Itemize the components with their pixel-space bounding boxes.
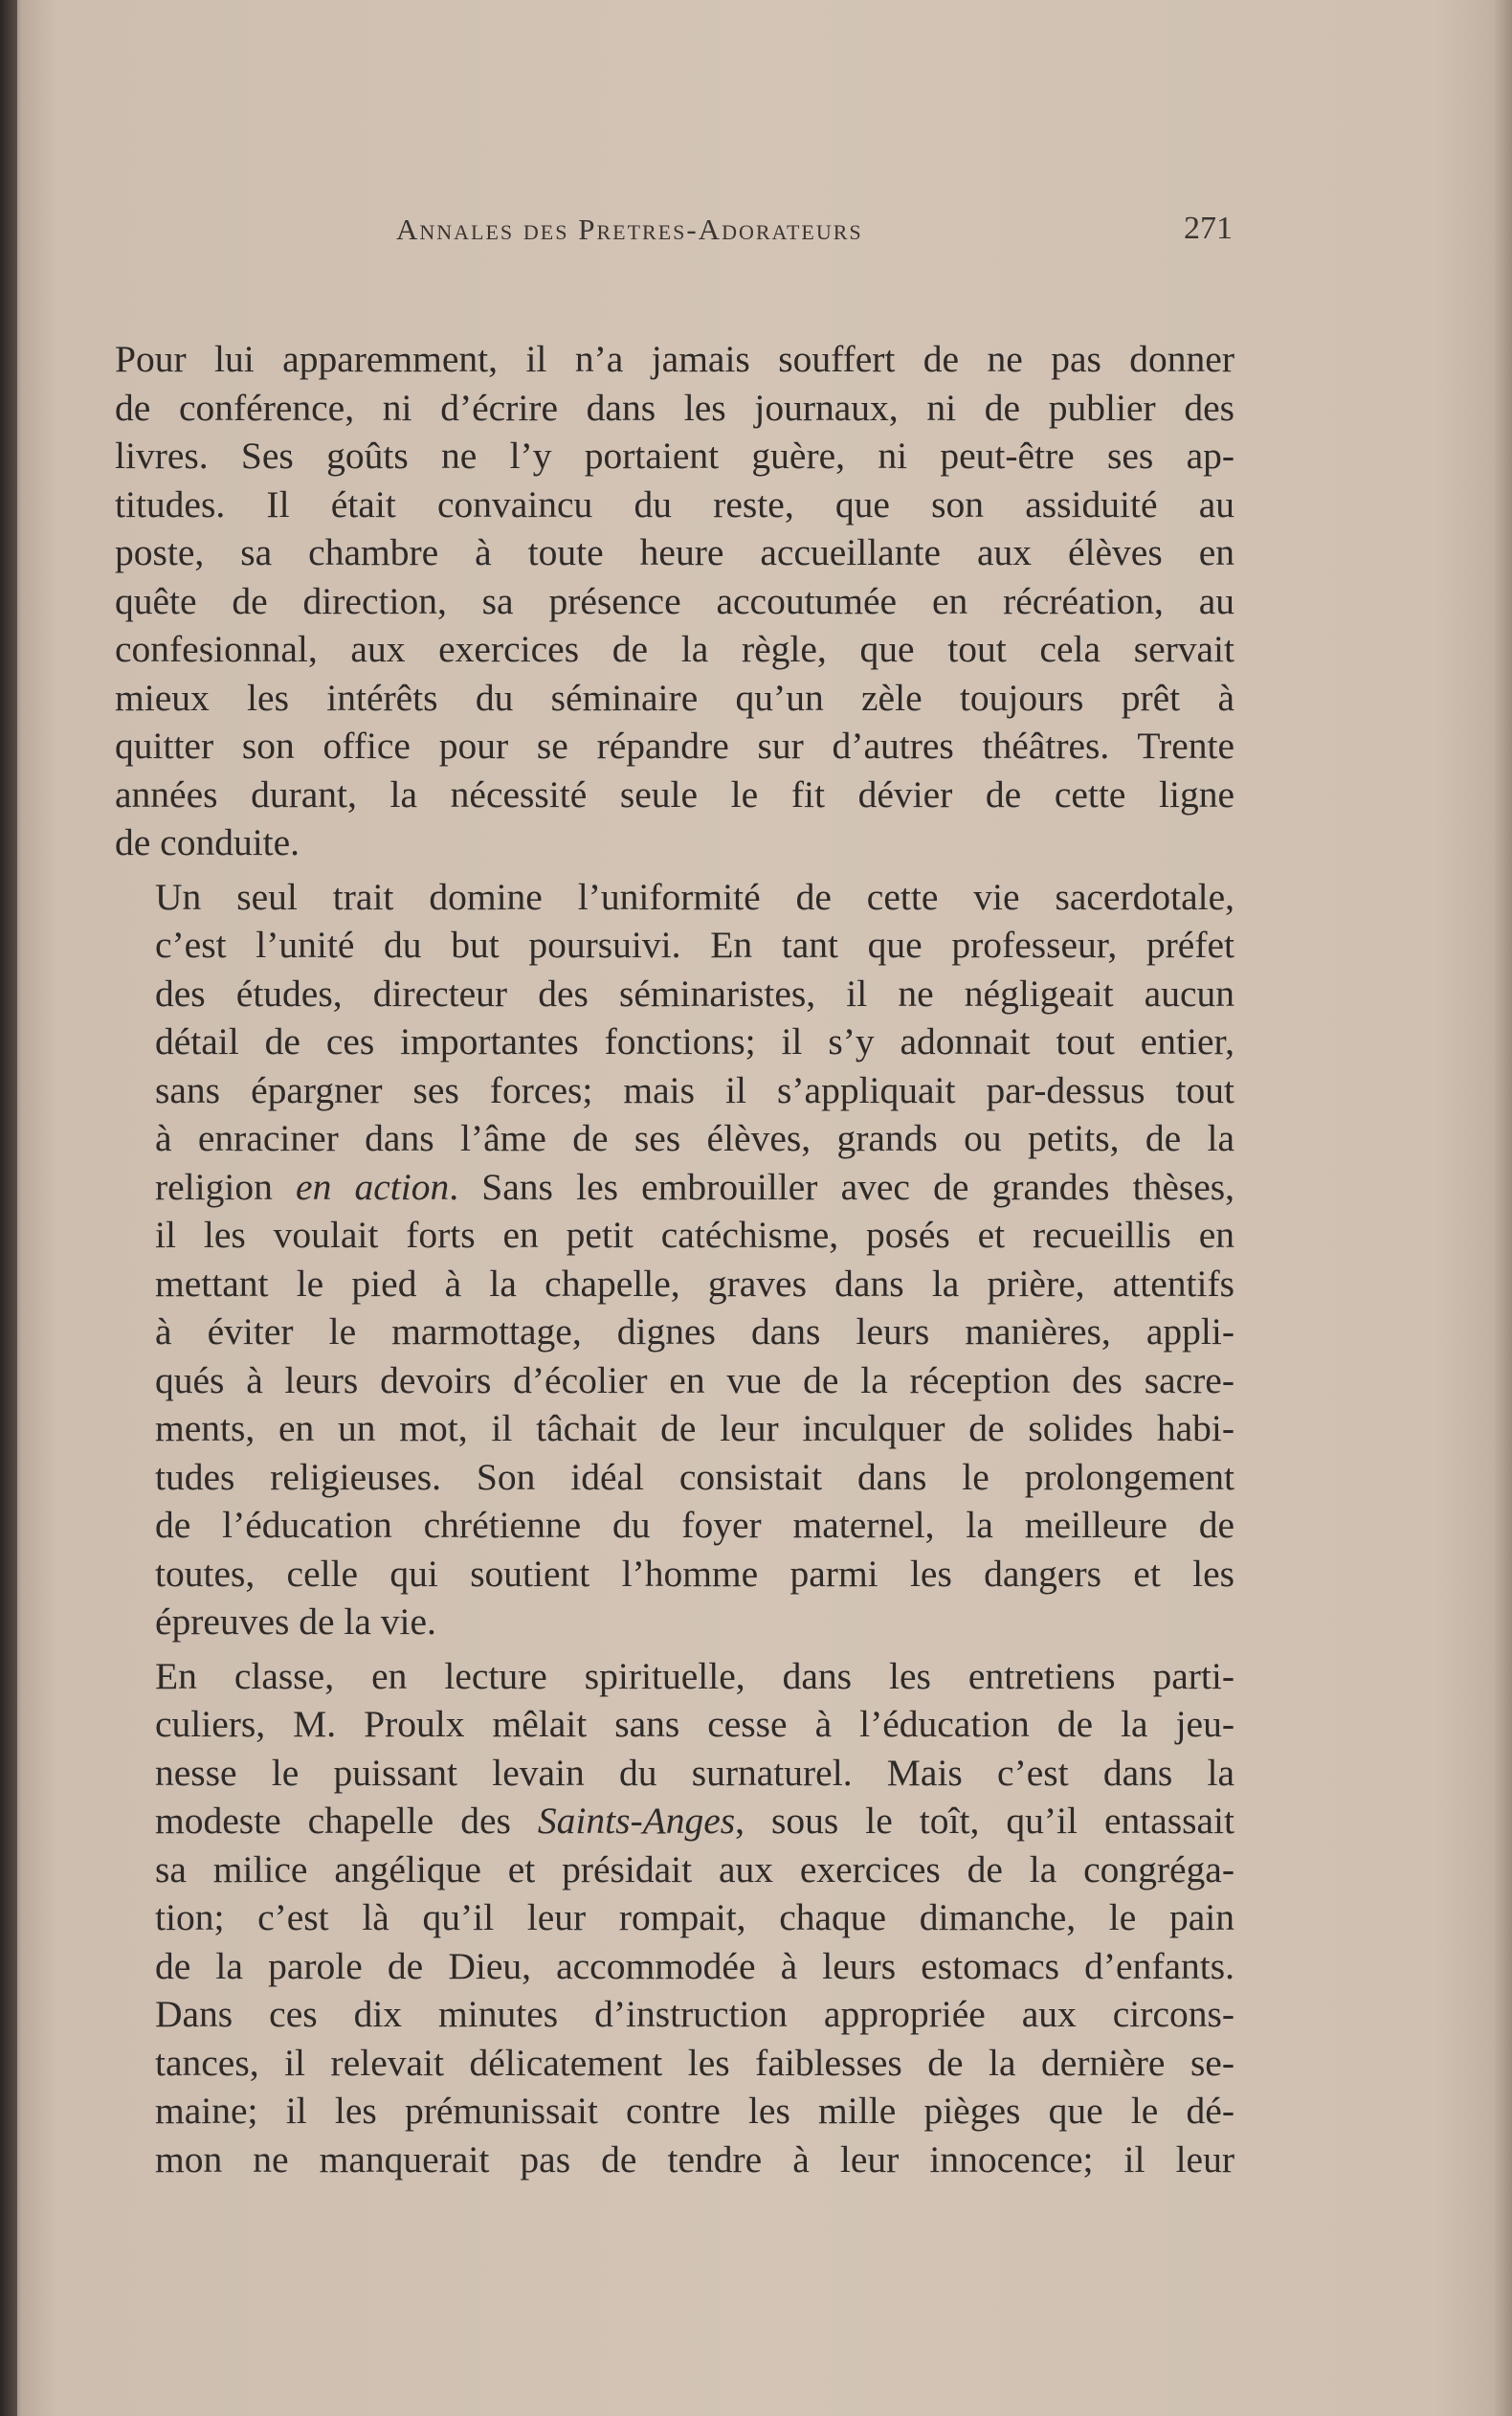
- text-line: Dans ces dix minutes d’instruction appropriée aux circons-: [155, 1993, 1234, 2035]
- text-line: tudes religieuses. Son idéal consistait dans le prolongement: [155, 1455, 1234, 1498]
- text-line: tances, il relevait délicatement les faiblesses de la dernière se-: [155, 2041, 1234, 2084]
- text-line: de la parole de Dieu, accommodée à leurs estomacs d’enfants.: [155, 1944, 1234, 1987]
- text-line: à éviter le marmottage, dignes dans leurs manières, appli-: [155, 1310, 1234, 1353]
- book-binding-edge: [0, 0, 17, 2416]
- text-line: sa milice angélique et présidait aux exercices de la congréga-: [155, 1847, 1234, 1890]
- text-line: modeste chapelle des Saints-Anges, sous le toît, qu’il entassait: [155, 1800, 1234, 1842]
- text-line: qués à leurs devoirs d’écolier en vue de la réception des sacre-: [155, 1358, 1234, 1401]
- paragraph: [115, 1652, 1234, 2184]
- text-line: Pour lui apparemment, il n’a jamais souffert de ne pas donner: [115, 338, 1234, 380]
- text-line: il les voulait forts en petit catéchisme, posés et recueillis en: [155, 1214, 1234, 1256]
- text-line: maine; il les prémunissait contre les mille pièges que le dé-: [155, 2090, 1234, 2132]
- text-line: de conférence, ni d’écrire dans les journaux, ni de publier des: [115, 386, 1234, 429]
- text-line: épreuves de la vie.: [155, 1600, 436, 1643]
- text-line: En classe, en lecture spirituelle, dans les entretiens parti-: [155, 1654, 1234, 1697]
- text-line: mieux les intérêts du séminaire qu’un zèle toujours prêt à: [115, 676, 1234, 719]
- text-line: mettant le pied à la chapelle, graves dans la prière, attentifs: [155, 1262, 1234, 1305]
- text-line: à enraciner dans l’âme de ses élèves, grands ou petits, de la: [155, 1117, 1234, 1159]
- text-line: sans épargner ses forces; mais il s’appliquait par-dessus tout: [155, 1068, 1234, 1111]
- paragraph: [115, 335, 1234, 867]
- text-line: c’est l’unité du but poursuivi. En tant que professeur, préfet: [155, 924, 1234, 966]
- text-line: quitter son office pour se répandre sur d’autres théâtres. Trente: [115, 725, 1234, 767]
- text-line: quête de direction, sa présence accoutumée en récréation, au: [115, 579, 1234, 622]
- text-line: toutes, celle qui soutient l’homme parmi les dangers et les: [155, 1552, 1234, 1595]
- text-line: poste, sa chambre à toute heure accueillante aux élèves en: [115, 531, 1234, 573]
- body-text: [115, 335, 1234, 2183]
- text-line: des études, directeur des séminaristes, il ne négligeait aucun: [155, 972, 1234, 1015]
- text-line: livres. Ses goûts ne l’y portaient guère, ni peut-être ses ap-: [115, 435, 1234, 477]
- text-line: tion; c’est là qu’il leur rompait, chaque dimanche, le pain: [155, 1896, 1234, 1938]
- text-line: de l’éducation chrétienne du foyer maternel, la meilleure de: [155, 1504, 1234, 1546]
- text-line: mon ne manquerait pas de tendre à leur innocence; il leur: [155, 2137, 1234, 2181]
- text-line: ments, en un mot, il tâchait de leur inculquer de solides habi-: [155, 1407, 1234, 1449]
- running-title: Annales des Pretres-Adorateurs: [396, 213, 863, 246]
- paragraph: [115, 873, 1234, 1646]
- text-line: titudes. Il était convaincu du reste, que son assiduité au: [115, 482, 1234, 526]
- text-line: confesionnal, aux exercices de la règle, que tout cela servait: [115, 628, 1234, 670]
- italic-phrase: Saints-Anges: [537, 1800, 736, 1842]
- page-number: 271: [1184, 211, 1233, 246]
- text-line: détail de ces importantes fonctions; il s’y adonnait tout entier,: [155, 1020, 1234, 1063]
- italic-phrase: en action: [296, 1165, 450, 1208]
- text-line: religion en action. Sans les embrouiller avec de grandes thèses,: [155, 1165, 1235, 1208]
- text-line: culiers, M. Proulx mêlait sans cesse à l’éducation de la jeu-: [155, 1703, 1234, 1745]
- text-line: de conduite.: [115, 821, 300, 863]
- text-line: Un seul trait domine l’uniformité de cette vie sacerdotale,: [155, 875, 1234, 918]
- text-line: années durant, la nécessité seule le fit dévier de cette ligne: [115, 772, 1234, 816]
- text-line: nesse le puissant levain du surnaturel. Mais c’est dans la: [155, 1751, 1234, 1794]
